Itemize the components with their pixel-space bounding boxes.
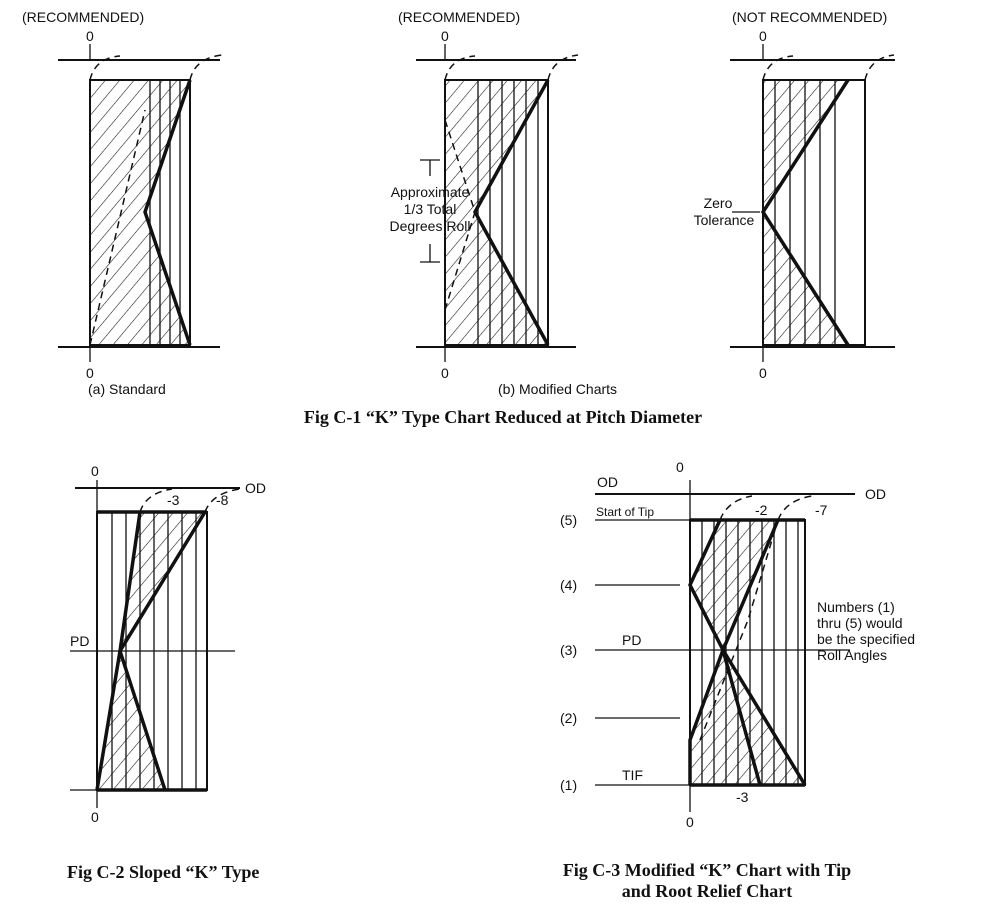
fig-c3-roll-number-2: (2) [560,710,578,726]
fig-c1-c-tip-curves [763,55,894,80]
fig-c3-zero-top: 0 [676,459,684,475]
fig-c1-c-note-2: Tolerance [693,212,755,228]
fig-c3-pd-label: PD [622,632,642,648]
fig-c3-modified-k-chart [560,459,915,830]
fig-c2-od-label: OD [245,480,266,496]
fig-c3-zero-bottom: 0 [686,814,694,830]
fig-c2-sloped-k-chart [70,463,266,825]
fig-c1-b-note-1: Approximate [390,184,470,200]
fig-c3-od-left: OD [597,474,618,490]
fig-c3-val-a: -2 [755,502,768,518]
fig-c3-note-2: thru (5) would [817,615,903,631]
fig-c3-start-of-tip: Start of Tip [596,505,655,519]
fig-c3-roll-number-4: (4) [560,577,578,593]
fig-c1-c-zero-bottom: 0 [759,365,767,381]
fig-c3-note-1: Numbers (1) [817,599,895,615]
fig-c1-c-note-1: Zero [703,195,733,211]
fig-c1-b-note-2: 1/3 Total [403,201,457,217]
fig-c1-b-zero-top: 0 [441,28,449,44]
fig-c1-a-heading: (RECOMMENDED) [22,9,145,25]
fig-c1-a-caption: (a) Standard [88,381,166,397]
fig-c1-a-standard-chart [22,9,222,397]
fig-c2-zero-top: 0 [91,463,99,479]
fig-c1-b-modified-chart [390,9,578,381]
fig-c1-b-tip-curves [445,55,578,80]
fig-c3-roll-number-1: (1) [560,777,578,793]
fig-c1-b-note-3: Degrees Roll [389,218,471,234]
fig-c1-c-heading: (NOT RECOMMENDED) [732,9,888,25]
fig-c3-val-b: -7 [815,502,828,518]
fig-c1-b-tolerance-band [445,80,548,345]
fig-c2-zero-bottom: 0 [91,809,99,825]
fig-c1-c-zero-top: 0 [759,28,767,44]
fig-c2-val-a: -3 [167,492,180,508]
fig-c3-val-c: -3 [736,789,749,805]
fig-c3-roll-number-5: (5) [560,512,578,528]
fig-c3-roll-number-3: (3) [560,642,578,658]
fig-c1-bc-caption: (b) Modified Charts [498,381,618,397]
fig-c3-note-3: be the specified [817,631,916,647]
fig-c2-pd-label: PD [70,633,90,649]
fig-c3-title-line-2: and Root Relief Chart [621,881,793,901]
fig-c1-b-heading: (RECOMMENDED) [398,9,521,25]
fig-c3-title-line-1: Fig C-3 Modified “K” Chart with Tip [562,860,852,880]
fig-c2-title: Fig C-2 Sloped “K” Type [67,862,260,882]
fig-c3-note-4: Roll Angles [817,647,888,663]
fig-c1-title: Fig C-1 “K” Type Chart Reduced at Pitch Diameter [303,407,703,427]
fig-c3-od-right: OD [865,486,886,502]
fig-c3-tif-label: TIF [622,767,643,783]
fig-c1-a-zero-top: 0 [86,28,94,44]
fig-c1-a-tip-curves [90,55,222,80]
fig-c1-c-zero-tolerance-chart [694,9,895,381]
fig-c1-b-zero-bottom: 0 [441,365,449,381]
fig-c2-val-b: -8 [216,492,229,508]
fig-c1-a-zero-bottom: 0 [86,365,94,381]
